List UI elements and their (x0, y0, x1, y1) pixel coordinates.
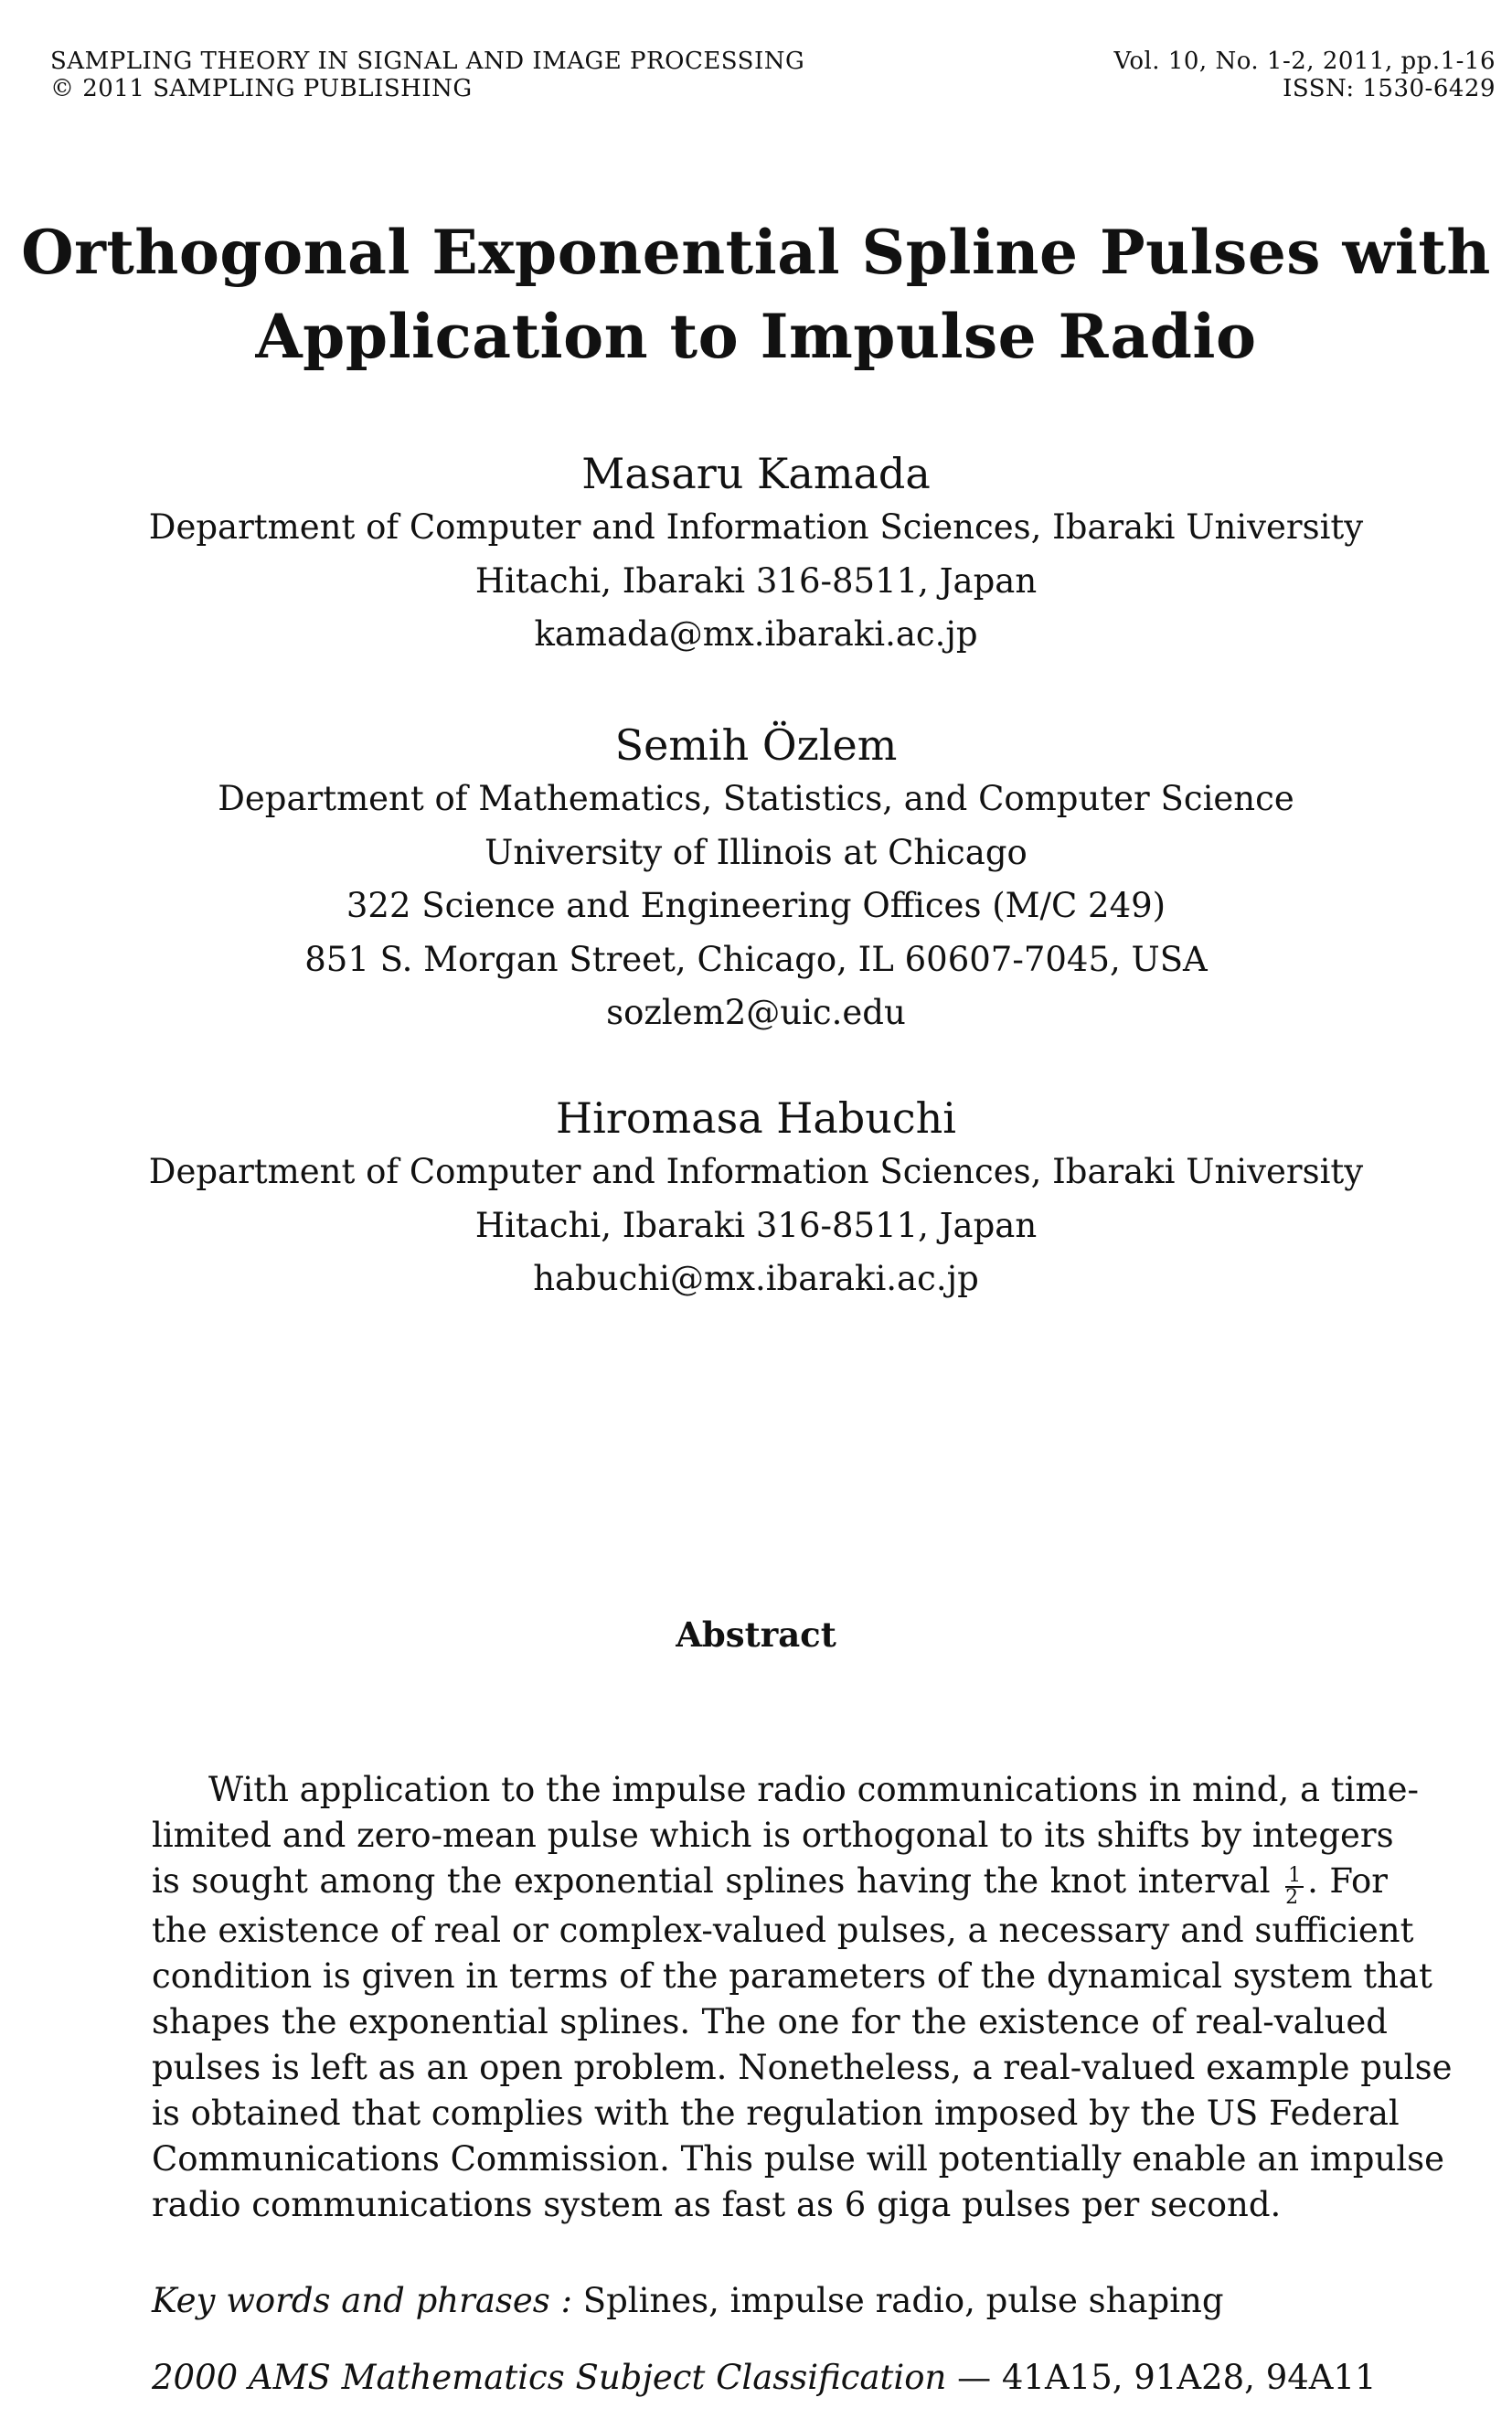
ams-label: 2000 AMS Mathematics Subject Classification (152, 2358, 947, 2397)
title-line-2: Application to Impulse Radio (255, 301, 1257, 372)
abstract-body (152, 1767, 1453, 2228)
affiliation-office: 322 Science and Engineering Offices (M/C 249) (346, 886, 1166, 925)
copyright-notice: © 2011 SAMPLING PUBLISHING (50, 75, 473, 102)
author-block-1 (0, 446, 1512, 662)
ams-codes: — 41A15, 91A28, 94A11 (946, 2358, 1377, 2397)
keywords (152, 2280, 1224, 2322)
affiliation-department: Department of Mathematics, Statistics, and Computer Science (218, 779, 1294, 818)
fraction-denominator: 2 (1285, 1886, 1299, 1909)
running-header-right (1113, 48, 1496, 102)
abstract-line: shapes the exponential splines. The one for the existence of real-valued (152, 2002, 1388, 2041)
abstract-line: limited and zero-mean pulse which is orthogonal to its shifts by integers (152, 1816, 1394, 1855)
running-header-left (50, 48, 804, 102)
affiliation-university: University of Illinois at Chicago (484, 832, 1028, 872)
paper-title (0, 210, 1512, 378)
affiliation-address: Hitachi, Ibaraki 316-8511, Japan (474, 560, 1038, 601)
author-block-3 (0, 1091, 1512, 1306)
title-line-1: Orthogonal Exponential Spline Pulses with (21, 217, 1491, 288)
author-name: Masaru Kamada (581, 449, 931, 498)
keywords-text: Splines, impulse radio, pulse shaping (571, 2281, 1224, 2320)
affiliation-address: Hitachi, Ibaraki 316-8511, Japan (474, 1205, 1038, 1245)
abstract-line-with-fraction (152, 1859, 1388, 1908)
abstract-line: pulses is left as an open problem. Nonetheless, a real-valued example pulse (152, 2048, 1453, 2087)
abstract-line: radio communications system as fast as 6 giga pulses per second. (152, 2185, 1282, 2224)
author-email[interactable]: habuchi@mx.ibaraki.ac.jp (533, 1259, 979, 1298)
author-block-2 (0, 718, 1512, 1040)
abstract-line: condition is given in terms of the parameters of the dynamical system that (152, 1956, 1432, 1996)
author-email[interactable]: kamada@mx.ibaraki.ac.jp (534, 614, 978, 654)
abstract-line: Communications Commission. This pulse will potentially enable an impulse (152, 2139, 1445, 2179)
abstract-line-text: is sought among the exponential splines having the knot interval (152, 1861, 1271, 1901)
affiliation-department: Department of Computer and Information Sciences, Ibaraki University (148, 507, 1364, 547)
abstract-heading: Abstract (676, 1614, 836, 1655)
issn: ISSN: 1530-6429 (1283, 75, 1496, 102)
author-name: Hiromasa Habuchi (556, 1093, 956, 1143)
author-email[interactable]: sozlem2@uic.edu (606, 993, 906, 1032)
ams-classification (152, 2357, 1377, 2399)
keywords-label: Key words and phrases : (152, 2281, 572, 2320)
fraction-numerator: 1 (1285, 1866, 1304, 1888)
abstract-line: is obtained that complies with the regulation imposed by the US Federal (152, 2094, 1400, 2133)
volume-info: Vol. 10, No. 1-2, 2011, pp.1-16 (1113, 48, 1496, 75)
journal-name: SAMPLING THEORY IN SIGNAL AND IMAGE PROCESSING (50, 48, 805, 75)
affiliation-department: Department of Computer and Information Sciences, Ibaraki University (148, 1152, 1364, 1191)
fraction-one-half (1285, 1866, 1304, 1908)
affiliation-address: 851 S. Morgan Street, Chicago, IL 60607-7045, USA (304, 939, 1208, 979)
abstract-line-text: . For (1307, 1861, 1388, 1901)
author-name: Semih Özlem (614, 720, 898, 770)
abstract-line: With application to the impulse radio communications in mind, a time- (208, 1770, 1419, 1809)
abstract-line: the existence of real or complex-valued pulses, a necessary and sufficient (152, 1911, 1414, 1950)
